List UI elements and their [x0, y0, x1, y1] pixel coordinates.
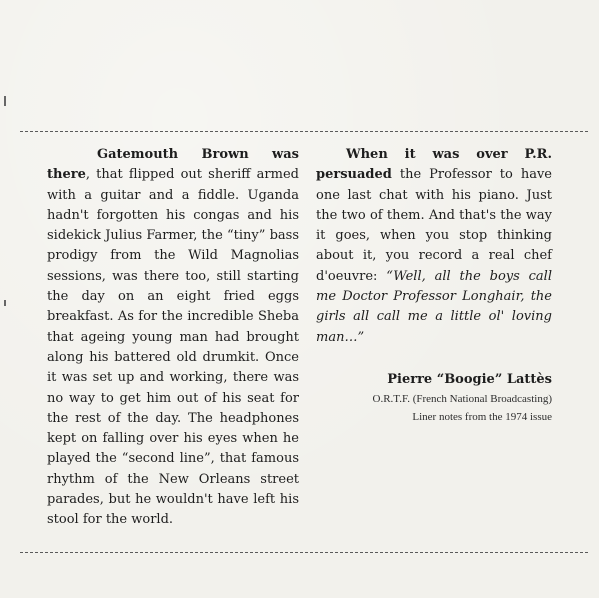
- bottom-dashed-rule: [20, 552, 588, 553]
- liner-notes-source: Liner notes from the 1974 issue: [412, 410, 552, 423]
- left-body-text: , that flipped out sheriff armed with a guitar and a fiddle. Uganda hadn't forgotten his congas and his sidekick Julius Farmer, the “tiny” bass prodigy from the Wild Magnolias sessions, was there too, still starting the day on an eight fried eggs breakfast. As for the incredible Sheba that ageing young man had brought along his battered old drumkit. Once it was set up and working, there was no way to get him out of his seat for the rest of the day. The headphones kept on falling over his eyes when he played the “second line”, that famous rhythm of the New Orleans street parades, but he wouldn't have left his stool for the world.: [47, 167, 299, 528]
- edge-mark: [4, 96, 6, 106]
- right-lead-text: When it was over P.R. persuaded: [316, 147, 552, 183]
- left-lead-text: Gatemouth Brown was there: [47, 147, 299, 183]
- left-paragraph: [47, 145, 299, 531]
- right-paragraph: [316, 145, 552, 348]
- author-organization: O.R.T.F. (French National Broadcasting): [372, 392, 552, 405]
- right-column: [316, 145, 552, 426]
- signature-block: [316, 370, 552, 426]
- left-column: [47, 145, 299, 531]
- top-dashed-rule: [20, 131, 588, 132]
- right-body-text: the Professor to have one last chat with his piano. Just the two of them. And that's the way it goes, when you stop thinking about it, you record a real chef d'oeuvre:: [316, 167, 552, 284]
- longhair-quote: “Well, all the boys call me Doctor Professor Longhair, the girls all call me a little ol' loving man…”: [316, 268, 552, 345]
- edge-mark: [4, 300, 6, 306]
- author-name: Pierre “Boogie” Lattès: [387, 371, 552, 387]
